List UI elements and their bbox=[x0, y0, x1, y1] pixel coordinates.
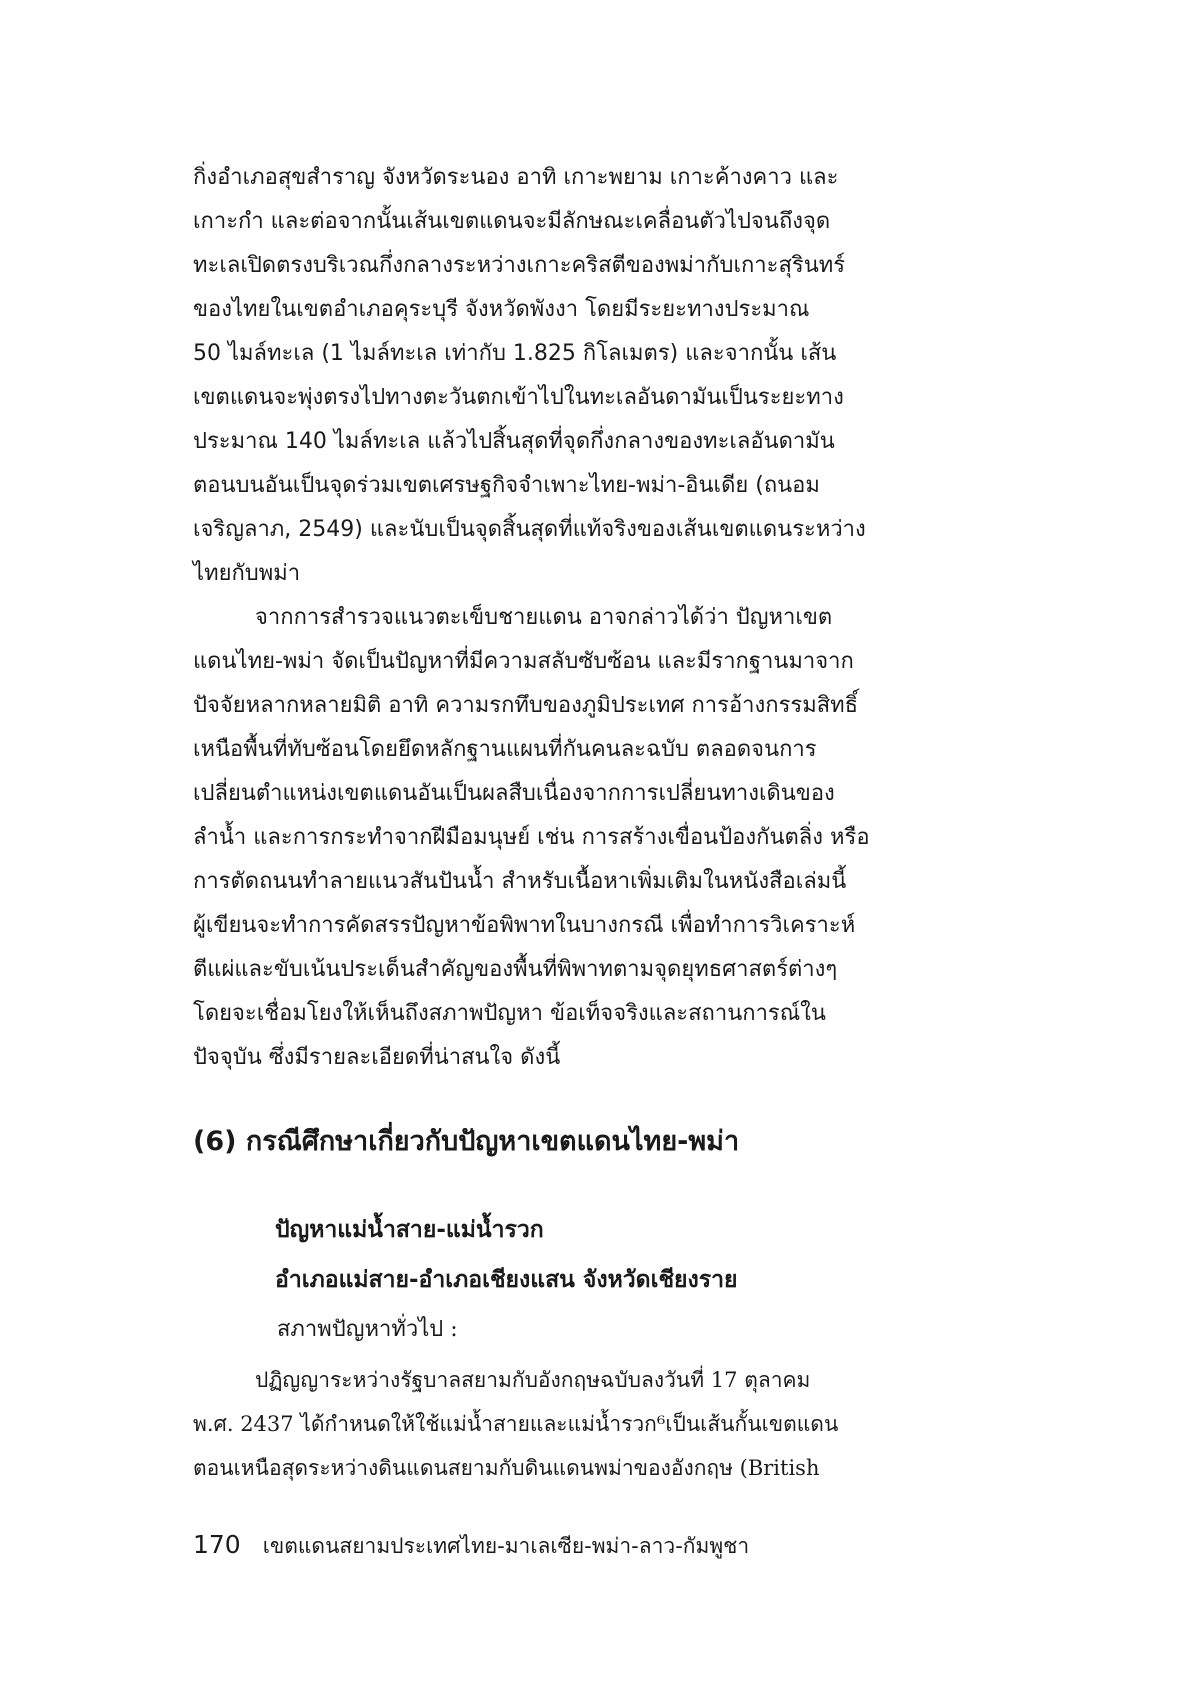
text-line: เจริญลาภ, 2549) และนับเป็นจุดสิ้นสุดที่แท้จริงของเส้นเขตแดนระหว่าง bbox=[193, 517, 866, 542]
text-line: เขตแดนจะพุ่งตรงไปทางตะวันตกเข้าไปในทะเลอันดามันเป็นระยะทาง bbox=[193, 385, 844, 410]
text-line: ผู้เขียนจะทำการคัดสรรปัญหาข้อพิพาทในบางกรณี เพื่อทำการวิเคราะห์ bbox=[193, 913, 856, 938]
text-line: กิ่งอำเภอสุขสำราญ จังหวัดระนอง อาทิ เกาะพยาม เกาะค้างคาว และ bbox=[193, 165, 839, 190]
section-heading: (6) กรณีศึกษาเกี่ยวกับปัญหาเขตแดนไทย-พม่า bbox=[193, 1126, 740, 1157]
text-line: ปัจจุบัน ซึ่งมีรายละเอียดที่น่าสนใจ ดังนี้ bbox=[193, 1045, 561, 1070]
text-line: ทะเลเปิดตรงบริเวณกึ่งกลางระหว่างเกาะคริสตีของพม่ากับเกาะสุรินทร์ bbox=[193, 253, 846, 278]
general-conditions-label: สภาพปัญหาทั่วไป : bbox=[277, 1317, 458, 1342]
text-line: เหนือพื้นที่ทับซ้อนโดยยึดหลักฐานแผนที่กันคนละฉบับ ตลอดจนการ bbox=[193, 737, 817, 762]
page-footer bbox=[193, 1530, 749, 1570]
text-line: ไทยกับพม่า bbox=[193, 561, 301, 586]
text-line: แดนไทย-พม่า จัดเป็นปัญหาที่มีความสลับซับซ้อน และมีรากฐานมาจาก bbox=[193, 649, 854, 674]
case-location: อำเภอแม่สาย-อำเภอเชียงแสน จังหวัดเชียงราย bbox=[275, 1267, 738, 1293]
text-line: 50 ไมล์ทะเล (1 ไมล์ทะเล เท่ากับ 1.825 กิโลเมตร) และจากนั้น เส้น bbox=[193, 341, 837, 366]
page-number: 170 bbox=[193, 1530, 241, 1559]
text-line: ปฏิญญาระหว่างรัฐบาลสยามกับอังกฤษฉบับลงวันที่ 17 ตุลาคม bbox=[255, 1368, 811, 1392]
text-line: ประมาณ 140 ไมล์ทะเล แล้วไปสิ้นสุดที่จุดกึ่งกลางของทะเลอันดามัน bbox=[193, 429, 835, 454]
text-line: พ.ศ. 2437 ได้กำหนดให้ใช้แม่น้ำสายและแม่น้ำรวก⁶เป็นเส้นกั้นเขตแดน bbox=[193, 1412, 839, 1436]
text-line: เกาะกำ และต่อจากนั้นเส้นเขตแดนจะมีลักษณะเคลื่อนตัวไปจนถึงจุด bbox=[193, 209, 831, 234]
text-line: ของไทยในเขตอำเภอคุระบุรี จังหวัดพังงา โดยมีระยะทางประมาณ bbox=[193, 297, 810, 322]
text-line: ตอนเหนือสุดระหว่างดินแดนสยามกับดินแดนพม่าของอังกฤษ (British bbox=[193, 1456, 820, 1480]
running-title: เขตแดนสยามประเทศไทย-มาเลเซีย-พม่า-ลาว-กัมพูชา bbox=[262, 1534, 750, 1558]
text-line: การตัดถนนทำลายแนวสันปันน้ำ สำหรับเนื้อหาเพิ่มเติมในหนังสือเล่มนี้ bbox=[193, 869, 847, 894]
text-line: ตอนบนอันเป็นจุดร่วมเขตเศรษฐกิจจำเพาะไทย-พม่า-อินเดีย (ถนอม bbox=[193, 473, 820, 498]
text-line: เปลี่ยนตำแหน่งเขตแดนอันเป็นผลสืบเนื่องจากการเปลี่ยนทางเดินของ bbox=[193, 781, 835, 806]
case-title: ปัญหาแม่น้ำสาย-แม่น้ำรวก bbox=[275, 1217, 544, 1243]
paragraph-continuation bbox=[193, 156, 961, 596]
text-line: ลำน้ำ และการกระทำจากฝีมือมนุษย์ เช่น การสร้างเขื่อนป้องกันตลิ่ง หรือ bbox=[193, 825, 870, 850]
text-line: จากการสำรวจแนวตะเข็บชายแดน อาจกล่าวได้ว่า ปัญหาเขต bbox=[255, 605, 833, 630]
text-line: ตีแผ่และขับเน้นประเด็นสำคัญของพื้นที่พิพาทตามจุดยุทธศาสตร์ต่างๆ bbox=[193, 957, 838, 982]
text-line: ปัจจัยหลากหลายมิติ อาทิ ความรกทึบของภูมิประเทศ การอ้างกรรมสิทธิ์ bbox=[193, 693, 859, 718]
paragraph-treaty bbox=[193, 1358, 968, 1490]
paragraph-border-survey bbox=[193, 596, 961, 1080]
text-line: โดยจะเชื่อมโยงให้เห็นถึงสภาพปัญหา ข้อเท็จจริงและสถานการณ์ใน bbox=[193, 1001, 826, 1026]
